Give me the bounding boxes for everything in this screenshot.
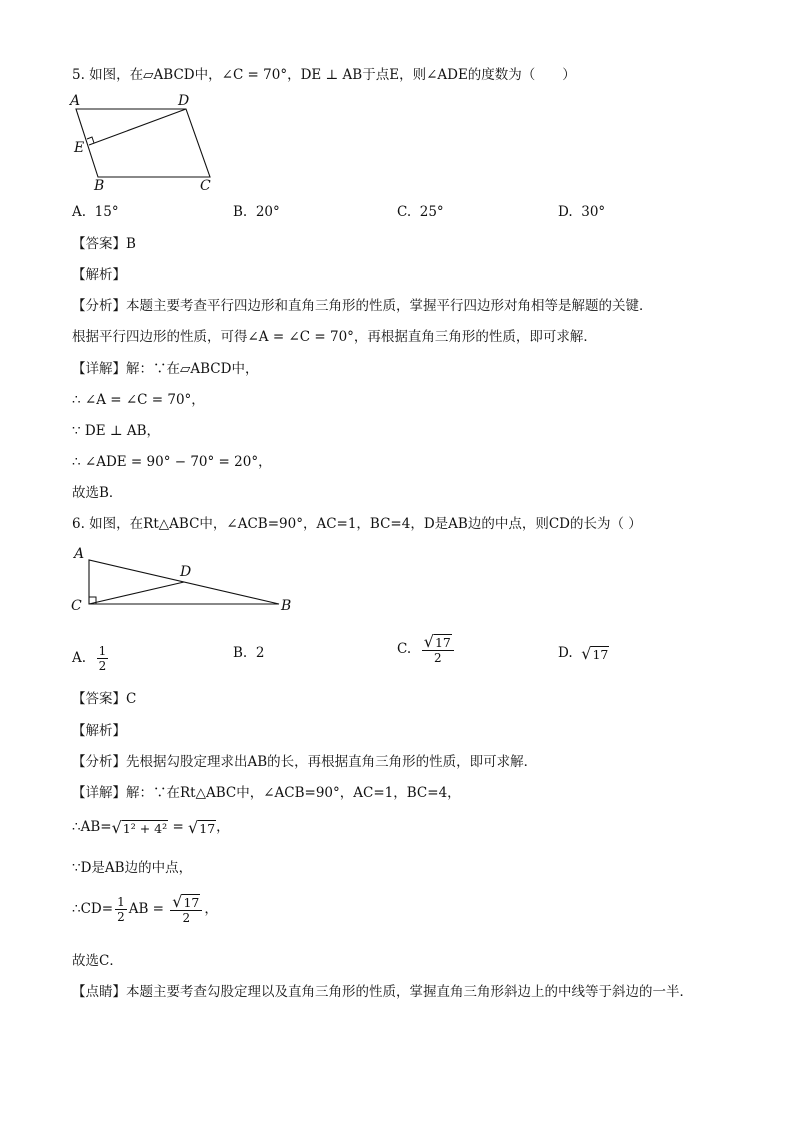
q5-step-1: ∴ ∠A = ∠C = 70°， xyxy=(72,392,205,408)
q5-fenxi-1: 【分析】本题主要考查平行四边形和直角三角形的性质，掌握平行四边形对角相等是解题的关键． xyxy=(72,298,653,314)
q5-step-3: ∴ ∠ADE = 90° − 70° = 20°， xyxy=(72,454,272,470)
q6-triangle-figure xyxy=(70,542,310,616)
q5-label-a: A xyxy=(70,93,81,109)
q5-option-c: C. 25° xyxy=(397,204,444,220)
q6-analysis-title: 【解析】 xyxy=(72,723,126,739)
q5-parallelogram-figure xyxy=(66,92,226,192)
q6-answer: 【答案】C xyxy=(72,691,137,707)
q5-label-e: E xyxy=(74,140,85,156)
q5-fenxi-2: 根据平行四边形的性质，可得∠A = ∠C = 70°，再根据直角三角形的性质，即可求解． xyxy=(72,329,597,345)
q6-option-b: B. 2 xyxy=(233,645,265,661)
q6-step-2: ∵D是AB边的中点， xyxy=(72,860,193,876)
q5-analysis-title: 【解析】 xyxy=(72,267,126,283)
q5-label-b: B xyxy=(94,178,105,192)
q5-label-d: D xyxy=(178,93,190,109)
q5-stem: 5. 如图，在▱ABCD中，∠C = 70°，DE ⊥ AB于点E，则∠ADE的度数为（ ） xyxy=(72,67,576,83)
q6-stem: 6. 如图，在Rt△ABC中，∠ACB=90°，AC=1，BC=4，D是AB边的中点，则CD的长为（ ） xyxy=(72,516,642,532)
q5-detail-intro: 【详解】解：∵在▱ABCD中， xyxy=(72,361,259,377)
q6-fenxi: 【分析】先根据勾股定理求出AB的长，再根据直角三角形的性质，即可求解． xyxy=(72,754,538,770)
q5-conclusion: 故选B． xyxy=(72,485,123,501)
q5-option-d: D. 30° xyxy=(558,204,606,220)
q6-step-1: ∴AB= √ 1² + 4² = √ 17 ， xyxy=(72,817,230,837)
q5-option-b: B. 20° xyxy=(233,204,280,220)
q6-label-d: D xyxy=(180,564,192,580)
q6-detail-intro: 【详解】解：∵在Rt△ABC中，∠ACB=90°，AC=1，BC=4， xyxy=(72,785,461,801)
q6-step-3: ∴CD= $\frac{1}{2}$ AB = √ 17 2 ， xyxy=(72,892,218,925)
q6-conclusion: 故选C． xyxy=(72,953,123,969)
q6-label-c: C xyxy=(71,598,82,614)
q5-label-c: C xyxy=(200,178,211,192)
q6-dianjing: 【点睛】本题主要考查勾股定理以及直角三角形的性质，掌握直角三角形斜边上的中线等于斜边的一半． xyxy=(72,984,693,1000)
q5-answer: 【答案】B xyxy=(72,236,136,252)
q6-label-b: B xyxy=(281,598,292,614)
q5-option-a: A. 15° xyxy=(72,204,119,220)
q6-option-d: D. √ 17 xyxy=(558,643,609,663)
q6-label-a: A xyxy=(74,546,85,562)
q6-option-a: A. $\frac{1}{2}$ xyxy=(72,644,107,673)
q6-option-c: C. √ 17 2 xyxy=(397,634,456,665)
q5-step-2: ∵ DE ⊥ AB， xyxy=(72,423,161,439)
